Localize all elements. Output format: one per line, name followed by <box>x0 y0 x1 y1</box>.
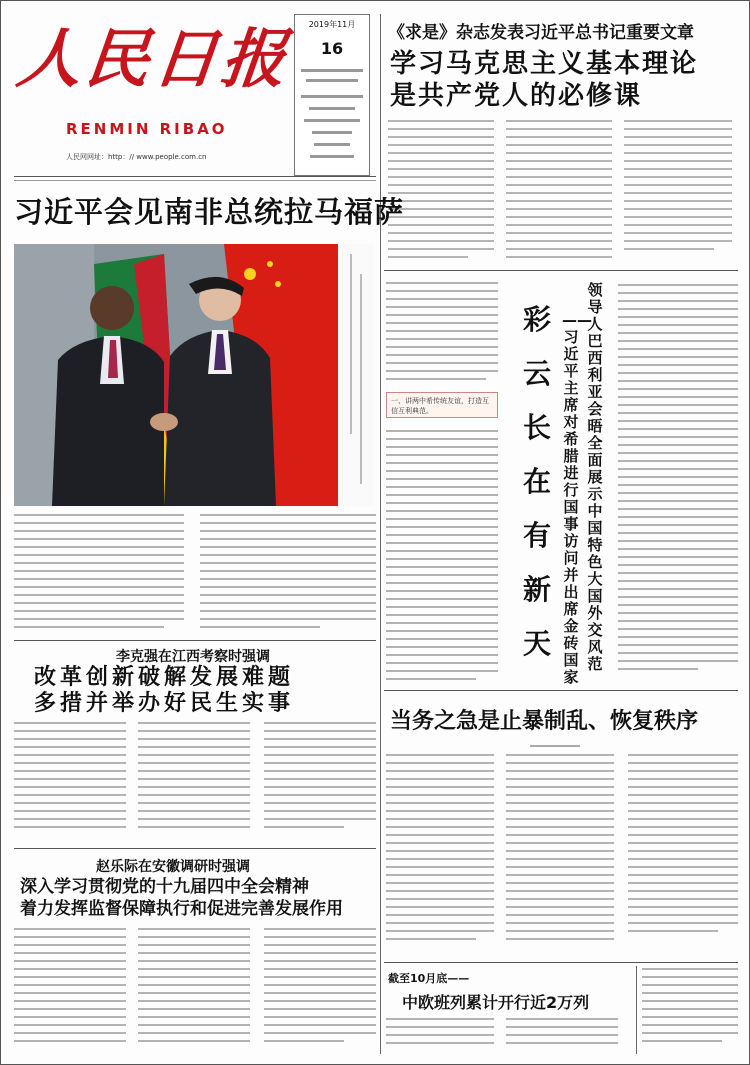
hk-article-body <box>386 752 738 952</box>
date-detail-line <box>314 143 350 146</box>
feature-subtitle-col2: ——习近平主席对希腊进行国事访问并出席金砖国家 <box>562 311 592 686</box>
column-divider <box>380 14 381 1054</box>
hk-article-byline <box>520 734 600 740</box>
date-detail-line <box>309 107 355 110</box>
lead-article-title[interactable]: 习近平会见南非总统拉马福萨 <box>14 195 405 229</box>
date-detail-line <box>301 95 363 98</box>
divider <box>384 962 738 963</box>
divider <box>14 848 376 849</box>
photo-caption-vertical <box>340 244 374 506</box>
top-article-title-line: 是共产党人的必修课 <box>390 81 643 111</box>
divider <box>14 180 376 181</box>
feature-body-lines <box>618 282 738 682</box>
date-detail-line <box>306 79 358 82</box>
date-box <box>294 14 370 176</box>
divider <box>384 270 738 271</box>
zhao-article-title-line: 着力发挥监督保障执行和促进完善发展作用 <box>20 899 343 919</box>
feature-title-char: 天 <box>522 627 551 660</box>
feature-body-lines <box>386 428 498 690</box>
masthead-logo: 人民日报 <box>13 22 294 97</box>
date-detail-line <box>304 119 360 122</box>
zhao-article-kicker[interactable]: 赵乐际在安徽调研时强调 <box>96 859 250 875</box>
lead-article-body-lines <box>14 512 376 634</box>
masthead-logo-english: RENMIN RIBAO <box>66 120 228 138</box>
date-detail-line <box>312 131 352 134</box>
li-article-body-lines <box>14 720 376 840</box>
feature-quote-box: 一、讲两中希传统友谊，打造互信互利典范。 <box>386 392 498 418</box>
zhao-article-title[interactable] <box>20 876 376 920</box>
divider <box>384 690 738 691</box>
date-detail-line <box>310 155 354 158</box>
li-article-kicker[interactable]: 李克强在江西考察时强调 <box>116 649 270 665</box>
feature-title-char: 彩 <box>522 303 551 336</box>
li-article-title[interactable] <box>34 664 294 716</box>
train-article-title[interactable]: 中欧班列累计开行近2万列 <box>402 993 590 1012</box>
li-article-body <box>14 720 376 840</box>
train-article-kicker[interactable]: 截至10月底—— <box>388 972 470 985</box>
feature-intro-body <box>386 280 498 388</box>
hk-article-body-lines <box>386 752 738 952</box>
feature-title-char: 有 <box>522 519 551 552</box>
lead-photo-image <box>14 244 338 506</box>
divider <box>14 640 376 641</box>
date-year-month: 2019年11月 <box>308 20 356 29</box>
date-detail-line <box>301 69 363 72</box>
side-brief-body <box>642 966 738 1054</box>
lead-article-body <box>14 512 376 634</box>
top-article-body <box>388 118 738 266</box>
li-article-title-line: 多措并举办好民生实事 <box>34 690 295 716</box>
train-article-body-lines <box>386 1016 626 1056</box>
photo-caption-lines <box>340 244 374 506</box>
zhao-article-body <box>14 926 376 1054</box>
top-article-body-lines <box>388 118 738 266</box>
zhao-article-title-line: 深入学习贯彻党的十九届四中全会精神 <box>20 877 309 897</box>
lead-photo <box>14 244 338 506</box>
date-day: 16 <box>320 39 344 58</box>
train-article-body <box>386 1016 626 1056</box>
masthead-site-line: 人民网网址：http：// www.people.com.cn <box>66 153 207 161</box>
hk-article-byline-line <box>520 743 600 749</box>
divider <box>14 176 376 177</box>
feature-body-col2 <box>618 282 738 682</box>
top-article-title-line: 学习马克思主义基本理论 <box>390 49 699 79</box>
feature-intro-lines <box>386 280 498 388</box>
feature-title[interactable] <box>522 300 552 663</box>
top-article-kicker[interactable]: 《求是》杂志发表习近平总书记重要文章 <box>388 23 694 43</box>
feature-title-char: 长 <box>522 411 551 444</box>
top-article-title[interactable] <box>390 48 740 112</box>
feature-subtitle-col1: 领导人巴西利亚会晤全面展示中国特色大国外交风范 <box>587 281 603 673</box>
feature-body-col1 <box>386 428 498 690</box>
feature-title-char: 云 <box>522 357 551 390</box>
side-brief-lines <box>642 966 738 1054</box>
feature-title-char: 在 <box>522 465 551 498</box>
feature-title-char: 新 <box>522 573 551 606</box>
li-article-title-line: 改革创新破解发展难题 <box>34 664 295 690</box>
zhao-article-body-lines <box>14 926 376 1054</box>
hk-article-title[interactable]: 当务之急是止暴制乱、恢复秩序 <box>390 709 699 734</box>
column-divider <box>636 966 637 1054</box>
